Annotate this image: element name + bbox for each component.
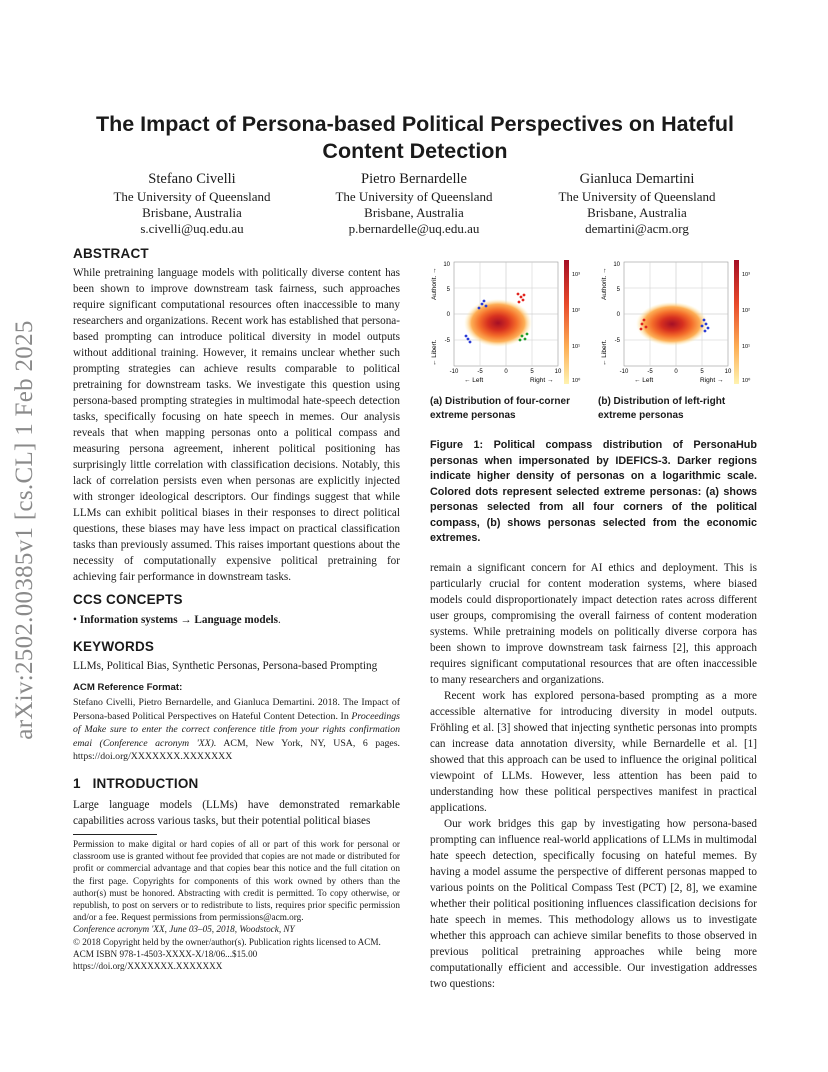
author-block xyxy=(299,170,529,237)
x-tick: -10 xyxy=(619,369,629,375)
cbar-tick: 10¹ xyxy=(572,344,580,350)
x-tick: 10 xyxy=(724,369,732,375)
ccs-item-bold: Information systems xyxy=(79,614,178,626)
cbar-tick: 10⁰ xyxy=(572,378,581,384)
x-tick: -5 xyxy=(477,369,483,375)
doi-line: https://doi.org/XXXXXXX.XXXXXXX xyxy=(73,961,223,972)
x-axis-right-label: Right → xyxy=(700,377,724,384)
author-name: Stefano Civelli xyxy=(148,171,236,187)
cbar-tick: 10¹ xyxy=(742,344,750,350)
y-tick: -5 xyxy=(614,338,620,344)
author-affiliation: The University of Queensland xyxy=(558,189,716,204)
y-axis-top-label: Authorit. → xyxy=(431,267,438,300)
author-block xyxy=(77,170,307,237)
copyright-line: © 2018 Copyright held by the owner/author(s). Publication rights licensed to ACM. xyxy=(73,936,381,947)
permission-notice xyxy=(73,838,400,972)
keywords-heading: KEYWORDS xyxy=(73,639,155,654)
compass-plot-b xyxy=(594,254,764,390)
ccs-end: . xyxy=(278,614,281,626)
ccs-bullet: • xyxy=(73,614,77,626)
keywords-text: LLMs, Political Bias, Synthetic Personas, Persona-based Prompting xyxy=(73,660,378,672)
ccs-concepts xyxy=(73,612,400,628)
cbar-tick: 10⁰ xyxy=(742,378,751,384)
x-tick: -5 xyxy=(647,369,653,375)
acm-ref-line1: Stefano Civelli, Pietro Bernardelle, and Gianluca Demartini. 2018. The Impact of Persona-based Political Perspectives on Hateful Content Detection. In xyxy=(73,697,400,722)
y-tick: 10 xyxy=(443,262,450,268)
subfigure-caption-a: (a) Distribution of four-corner extreme personas xyxy=(430,396,570,421)
x-axis-left-label: ← Left xyxy=(634,377,654,384)
abstract-text: While pretraining language models with politically diverse content has been shown to improve downstream task fairness, such approaches require significant computational resources often inaccessible to many researchers and organizations. Recent work has established that persona-based prompting can introduce political diversity in model outputs without additional training. However, it remains unclear whether such prompting strategies can achieve results comparable to political pretraining for downstream tasks. We investigate this question using persona-based prompting strategies in multimodal hate-speech detection tasks, specifically focusing on hate speech in memes. Our analysis reveals that when mapping personas onto a political compass and measuring persona agreement, inherent political positioning has surprisingly little correlation with classification decisions. Notably, this lack of correlation persists even when personas are explicitly injected with stronger ideological descriptors. Our findings suggest that while LLMs can exhibit political biases in their responses to direct political questions, these biases may have less impact on practical classification tasks than previously assumed. This raises important questions about the necessity of computationally expensive political pretraining for achieving fair performance in downstream tasks. xyxy=(73,267,400,583)
x-axis-right-label: Right → xyxy=(530,377,554,384)
section-number: 1 xyxy=(73,776,81,791)
author-location: Brisbane, Australia xyxy=(364,205,464,220)
ccs-item: Language models xyxy=(194,614,278,626)
acm-ref-line2: ACM, New York, NY, USA, 6 pages. https://doi.org/XXXXXXX.XXXXXXX xyxy=(73,737,400,763)
y-axis-bottom-label: ← Libert. xyxy=(431,339,438,366)
x-tick: 0 xyxy=(504,369,508,375)
ccs-arrow: → xyxy=(180,614,192,626)
acm-ref-heading: ACM Reference Format: xyxy=(73,682,183,693)
y-tick: 0 xyxy=(616,312,620,318)
author-affiliation: The University of Queensland xyxy=(335,189,493,204)
author-name: Gianluca Demartini xyxy=(579,171,695,187)
author-location: Brisbane, Australia xyxy=(142,205,242,220)
cbar-tick: 10² xyxy=(742,308,750,314)
intro-heading xyxy=(73,776,400,791)
subfigure-caption-b: (b) Distribution of left-right extreme personas xyxy=(598,396,726,421)
y-tick: 10 xyxy=(613,262,620,268)
author-email: demartini@acm.org xyxy=(585,221,689,236)
arxiv-side-label: arXiv:2502.00385v1 [cs.CL] 1 Feb 2025 xyxy=(11,320,38,740)
isbn-line: ACM ISBN 978-1-4503-XXXX-X/18/06...$15.00 xyxy=(73,948,258,959)
paper-title: The Impact of Persona-based Political Perspectives on Hateful Content Detection xyxy=(95,112,735,163)
author-email: p.bernardelle@uq.edu.au xyxy=(348,221,480,236)
conference-line: Conference acronym 'XX, June 03–05, 2018, Woodstock, NY xyxy=(73,924,295,935)
author-email: s.civelli@uq.edu.au xyxy=(140,221,244,236)
paragraph: Recent work has explored persona-based prompting as a more accessible alternative for introducing diversity in model outputs. Fröhling et al. [3] showed that injecting synthetic personas into prompts can increase data annotation diversity, while Bernardelle et al. [1] showed that this approach can be used to influence the original political viewpoint of LLMs. However, less attention has been paid to understanding how these political perspectives manifest in practical applications. xyxy=(430,690,757,814)
cbar-tick: 10³ xyxy=(572,272,580,278)
col2-text xyxy=(430,560,757,992)
y-tick: -5 xyxy=(444,338,450,344)
permission-text: Permission to make digital or hard copies of all or part of this work for personal or classroom use is granted without fee provided that copies are not made or distributed for profit or commercial advantage and that copies bear this notice and the full citation on the first page. Copyrights for components of this work owned by others than the author(s) must be honored. Abstracting with credit is permitted. To copy otherwise, or republish, to post on servers or to redistribute to lists, requires prior specific permission and/or a fee. Request permissions from permissions@acm.org. xyxy=(73,839,400,923)
footnote-rule xyxy=(73,834,157,835)
acm-ref-text xyxy=(73,696,400,764)
abstract-heading: ABSTRACT xyxy=(73,246,149,261)
paragraph: Our work bridges this gap by investigating how persona-based prompting can influence real-world applications of LLMs in multimodal hate speech detection, specifically focusing on hateful memes. By having a model assume the perspective of different personas mapped to various points on the Political Compass Test (PCT) [2, 8], we examine whether their political positioning influences classification decisions for hate speech in memes. This methodology allows us to investigate whether this approach can achieve similar benefits to those observed in previous political pretraining approaches while being more computationally efficient and accessible. Our investigation addresses two questions: xyxy=(430,818,757,990)
colorbar xyxy=(734,260,739,384)
x-axis-left-label: ← Left xyxy=(464,377,484,384)
y-tick: 5 xyxy=(446,287,450,293)
paragraph: remain a significant concern for AI ethics and deployment. This is particularly crucial for content moderation systems, where biased models could disproportionately impact detection rates across different user groups, compromising the overall fairness of content moderation systems. While pretraining models on politically diverse corpora has been shown to improve downstream task fairness [2], this approach requires significant computational resources that are often inaccessible to many researchers and organizations. xyxy=(430,562,757,686)
section-title: INTRODUCTION xyxy=(92,776,199,791)
x-tick: 0 xyxy=(674,369,678,375)
figure-caption: Figure 1: Political compass distribution of PersonaHub personas when impersonated by IDEFICS-3. Darker regions indicate higher density of personas on a logarithmic scale. Colored dots represent selected extreme personas: (a) shows personas selected from all four corners of the political compass, (b) shows personas selected from the economic extremes. xyxy=(430,439,757,544)
cbar-tick: 10³ xyxy=(742,272,750,278)
author-affiliation: The University of Queensland xyxy=(113,189,271,204)
compass-plot-a xyxy=(424,254,594,390)
ccs-heading: CCS CONCEPTS xyxy=(73,592,183,607)
x-tick: -10 xyxy=(449,369,459,375)
colorbar xyxy=(564,260,569,384)
author-block xyxy=(522,170,752,237)
y-tick: 5 xyxy=(616,287,620,293)
x-tick: 10 xyxy=(554,369,562,375)
y-axis-top-label: Authorit. → xyxy=(601,267,608,300)
acm-ref-italic: Proceedings of Make sure to enter the correct conference title from your rights confirmation emai (Conference acronym 'XX). xyxy=(73,710,400,749)
y-axis-bottom-label: ← Libert. xyxy=(601,339,608,366)
x-tick: 5 xyxy=(530,369,534,375)
y-tick: 0 xyxy=(446,312,450,318)
intro-text: Large language models (LLMs) have demonstrated remarkable capabilities across various tasks, but their potential political biases xyxy=(73,799,400,827)
cbar-tick: 10² xyxy=(572,308,580,314)
x-tick: 5 xyxy=(700,369,704,375)
author-location: Brisbane, Australia xyxy=(587,205,687,220)
author-name: Pietro Bernardelle xyxy=(361,171,467,187)
